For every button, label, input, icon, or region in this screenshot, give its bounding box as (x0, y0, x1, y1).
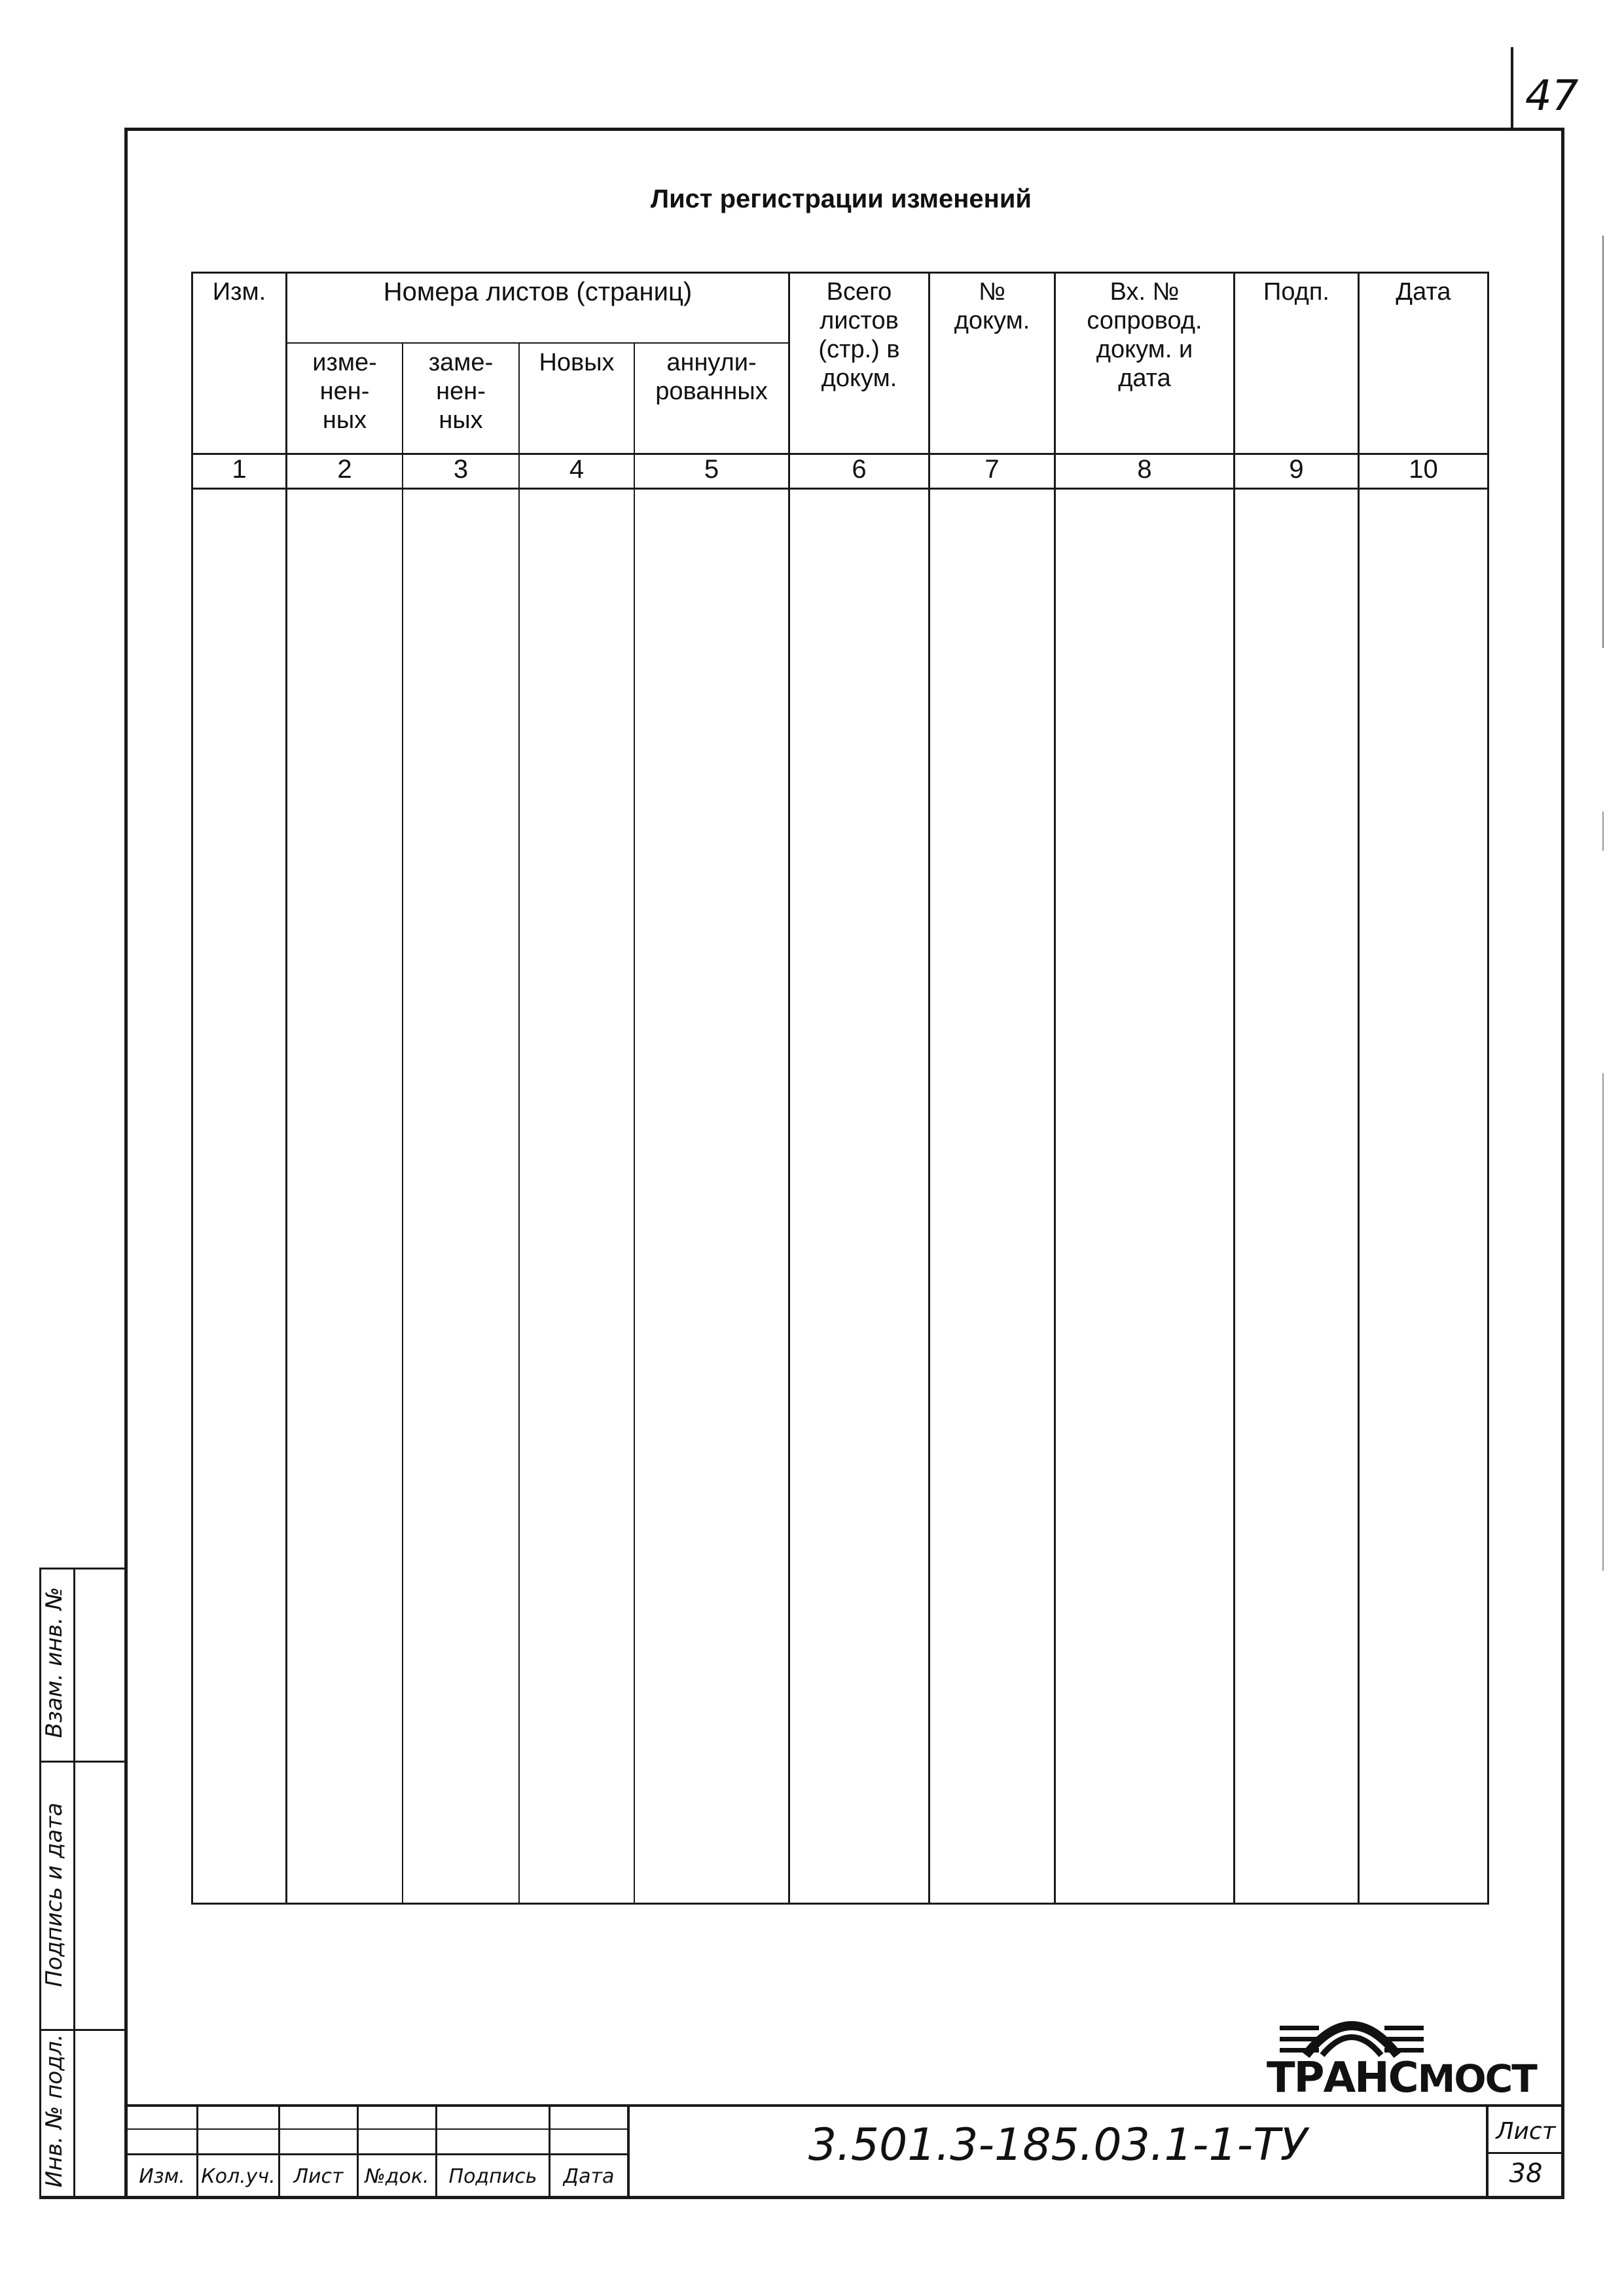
col-number: 3 (453, 455, 469, 484)
logo-text-right: МОСТ (1417, 2056, 1536, 2101)
col-date-header: Дата (1396, 278, 1451, 306)
frame-left (124, 128, 128, 2199)
col-sheet-numbers-header: Номера листов (страниц) (383, 278, 693, 306)
tb-label-kol-uch: Кол.уч. (201, 2165, 276, 2188)
col-annulled-header: аннули- рованных (655, 349, 768, 405)
vzam-inv-label: Взам. инв. № (41, 1587, 67, 1738)
col-number: 6 (852, 455, 867, 484)
transmost-logo (1267, 1990, 1542, 2108)
tb-label-izm: Изм. (139, 2165, 185, 2188)
col-signature-header: Подп. (1263, 278, 1329, 306)
col-number: 2 (337, 455, 352, 484)
tb-label-list: Лист (293, 2165, 344, 2188)
col-incoming-no-header: Вх. № сопровод. докум. и дата (1087, 278, 1202, 392)
logo-text-left: ТРАНС (1267, 2054, 1418, 2102)
col-replaced-header: заме- нен- ных (428, 349, 494, 434)
frame-right (1561, 128, 1564, 2199)
tb-label-data: Дата (563, 2165, 615, 2188)
col-changed-header: изме- нен- ных (312, 349, 377, 434)
col-number: 8 (1137, 455, 1152, 484)
col-total-sheets-header: Всего листов (стр.) в докум. (818, 278, 900, 392)
frame-top (124, 128, 1564, 131)
col-number: 1 (232, 455, 247, 484)
page-title: Лист регистрации изменений (651, 185, 1032, 213)
col-izm-header: Изм. (212, 278, 266, 306)
col-number: 4 (569, 455, 585, 484)
tb-label-doc-no: №док. (365, 2165, 429, 2188)
col-number: 10 (1409, 455, 1438, 484)
tb-label-podpis: Подпись (448, 2165, 537, 2188)
inv-podl-label: Инв. № подл. (41, 2034, 67, 2188)
document-designation: 3.501.3-185.03.1-1-ТУ (808, 2119, 1308, 2171)
podpis-data-label: Подпись и дата (41, 1803, 67, 1987)
col-number: 5 (704, 455, 719, 484)
page-number-divider (1511, 47, 1513, 131)
col-new-header: Новых (539, 349, 615, 376)
col-number: 9 (1289, 455, 1304, 484)
frame-bottom (39, 2196, 1564, 2199)
sheet-label: Лист (1496, 2118, 1556, 2145)
col-doc-no-header: № докум. (954, 278, 1030, 334)
col-number: 7 (984, 455, 1000, 484)
page-number: 47 (1525, 72, 1579, 120)
sheet-number: 38 (1509, 2159, 1543, 2189)
